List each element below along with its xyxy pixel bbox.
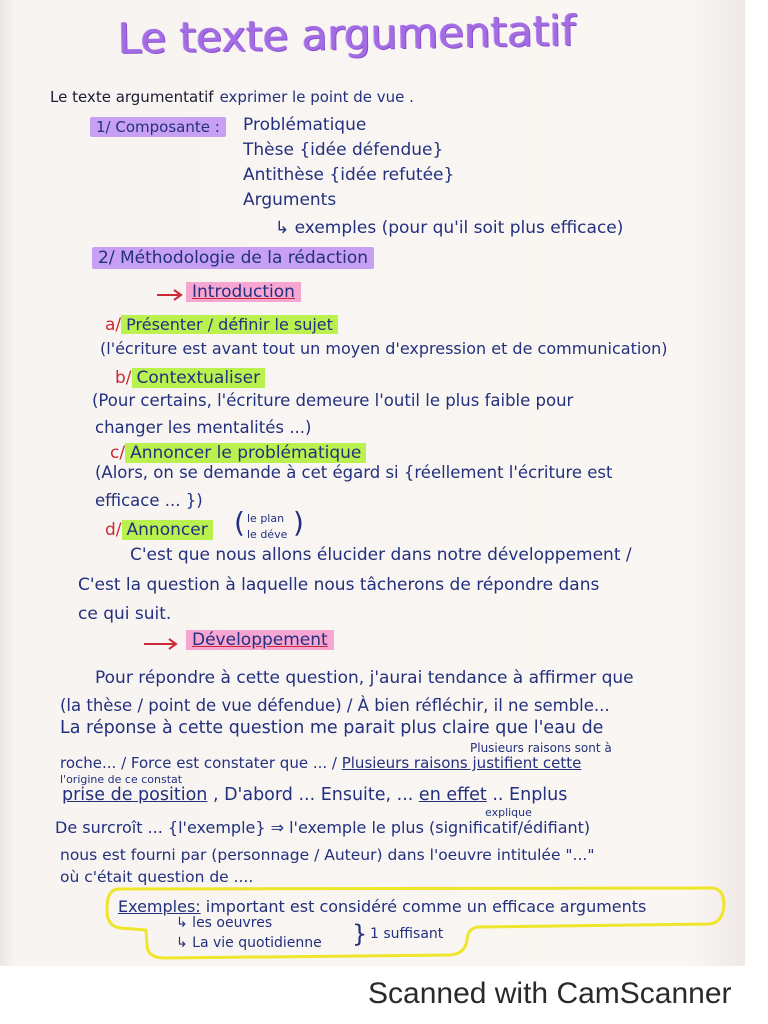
intro-step-d-line-1 [130, 545, 632, 565]
note-text: le plan [247, 512, 285, 525]
step-text: C'est que nous allons élucider dans notre développement / [130, 545, 632, 565]
page-title: Le texte argumentatif [117, 6, 577, 63]
step-text: ce qui suit. [78, 604, 172, 624]
step-d-note-close-paren [293, 506, 304, 540]
composante-sub-item-exemples [275, 218, 623, 238]
step-text: (Alors, on se demande à cet égard si {réellement l'écriture est [95, 463, 613, 482]
brace-text: } [352, 920, 368, 948]
exemples-item-vie-quotidienne [176, 935, 322, 952]
step-d-note-top [247, 512, 284, 525]
note-text: l'origine de ce constat [60, 773, 183, 786]
exemples-item-oeuvres [176, 915, 272, 932]
exemples-text: important est considéré comme un efficace arguments [200, 897, 647, 916]
dev-text: Pour répondre à cette question, j'aurai tendance à affirmer que [95, 668, 634, 688]
dev-text: De surcroît ... {l'exemple} ⇒ l'exemple le plus (significatif/édifiant) [55, 818, 591, 837]
exemples-item-text: ↳ les oeuvres [176, 915, 273, 931]
composante-item-text: Thèse {idée défendue} [243, 140, 444, 160]
step-marker: a/ [105, 315, 122, 335]
exemples-line [118, 897, 646, 916]
composante-item-these [243, 140, 443, 160]
dev-line-1 [95, 668, 634, 688]
note-text: Plusieurs raisons sont à [470, 741, 612, 755]
step-label: Annoncer le problématique [125, 443, 366, 463]
dev-text: (la thèse / point de vue défendue) / À bien réfléchir, il ne semble... [60, 696, 610, 715]
dev-line-4 [60, 754, 581, 772]
step-text: C'est la question à laquelle nous tâcherons de répondre dans [78, 575, 600, 595]
step-text: (Pour certains, l'écriture demeure l'outil le plus faible pour [92, 391, 574, 410]
methodologie-label: 2/ Méthodologie de la rédaction [92, 247, 374, 269]
dev-text: .. Enplus [486, 785, 568, 805]
composante-label: 1/ Composante : [90, 117, 226, 137]
dev-text: roche... / Force est constater que ... / [60, 754, 342, 772]
exemples-note [370, 926, 443, 943]
step-text: (l'écriture est avant tout un moyen d'expression et de communication) [100, 339, 668, 358]
intro-step-c [110, 443, 366, 463]
dev-line-6 [55, 818, 590, 837]
composante-item-text: Problématique [243, 115, 367, 135]
composante-item-text: Arguments [243, 190, 337, 210]
paren-text: ) [293, 506, 304, 539]
composante-heading [90, 118, 226, 136]
intro-step-b-line-1 [92, 391, 573, 411]
step-label: Annoncer [122, 520, 213, 540]
dev-underlined-text: prise de position [62, 785, 208, 805]
dev-line-5 [62, 785, 567, 806]
introduction-heading [186, 282, 301, 302]
intro-step-a-line [100, 339, 668, 358]
exemples-item-text: ↳ La vie quotidienne [176, 935, 322, 951]
exemples-note-text: 1 suffisant [370, 926, 444, 942]
step-label: Présenter / définir le sujet [121, 315, 338, 334]
step-marker: d/ [105, 520, 122, 540]
composante-item-text: Antithèse {idée refutée} [243, 165, 455, 185]
intro-step-d [105, 520, 213, 540]
dev-line-3 [60, 718, 603, 739]
step-text: changer les mentalités ...) [95, 418, 312, 437]
dev-line-2 [60, 696, 610, 716]
definition-line [50, 88, 414, 106]
note-text: le déve [247, 528, 288, 541]
intro-step-d-line-3 [78, 604, 171, 624]
dev-line-7 [60, 846, 594, 865]
methodologie-heading [92, 248, 374, 268]
composante-item-problematique [243, 115, 366, 135]
scanner-watermark: Scanned with CamScanner [368, 977, 732, 1010]
dev-underlined-text: en effet [418, 785, 487, 805]
definition-subject: Le texte argumentatif [50, 88, 214, 106]
intro-step-b [115, 368, 265, 388]
paren-text: ( [234, 506, 245, 539]
step-label: Contextualiser [132, 368, 266, 388]
right-arrow-icon [156, 288, 184, 302]
composante-sub-item-text: ↳ exemples (pour qu'il soit plus efficace) [275, 218, 624, 238]
introduction-heading-label: Introduction [186, 282, 301, 302]
developpement-heading [186, 630, 334, 650]
note-text: explique [485, 806, 532, 819]
step-d-note-open-paren [234, 506, 245, 540]
step-marker: c/ [110, 443, 126, 463]
intro-step-a [105, 315, 338, 335]
intro-step-c-line-1 [95, 463, 612, 483]
exemples-brace [352, 920, 367, 949]
intro-step-d-line-2 [78, 575, 599, 595]
composante-item-arguments [243, 190, 336, 210]
step-text: efficace ... }) [95, 491, 203, 510]
dev-text: , D'abord ... Ensuite, ... [207, 785, 419, 805]
intro-step-c-line-2 [95, 491, 203, 511]
definition-predicate: exprimer le point de vue . [219, 88, 414, 106]
developpement-heading-label: Développement [186, 630, 334, 650]
dev-underlined-text: Plusieurs raisons justifient cette [341, 754, 582, 772]
exemples-label: Exemples: [118, 897, 201, 916]
step-d-note-bottom [247, 528, 287, 541]
dev-text: nous est fourni par (personnage / Auteur) dans l'oeuvre intitulée "..." [60, 846, 595, 864]
dev-line-8 [60, 868, 253, 887]
composante-item-antithese [243, 165, 454, 185]
intro-step-b-line-2 [95, 418, 311, 438]
dev-text: où c'était question de .... [60, 868, 254, 886]
dev-text: La réponse à cette question me parait plus claire que l'eau de [60, 718, 604, 738]
step-marker: b/ [115, 368, 132, 388]
right-arrow-icon [143, 637, 179, 651]
